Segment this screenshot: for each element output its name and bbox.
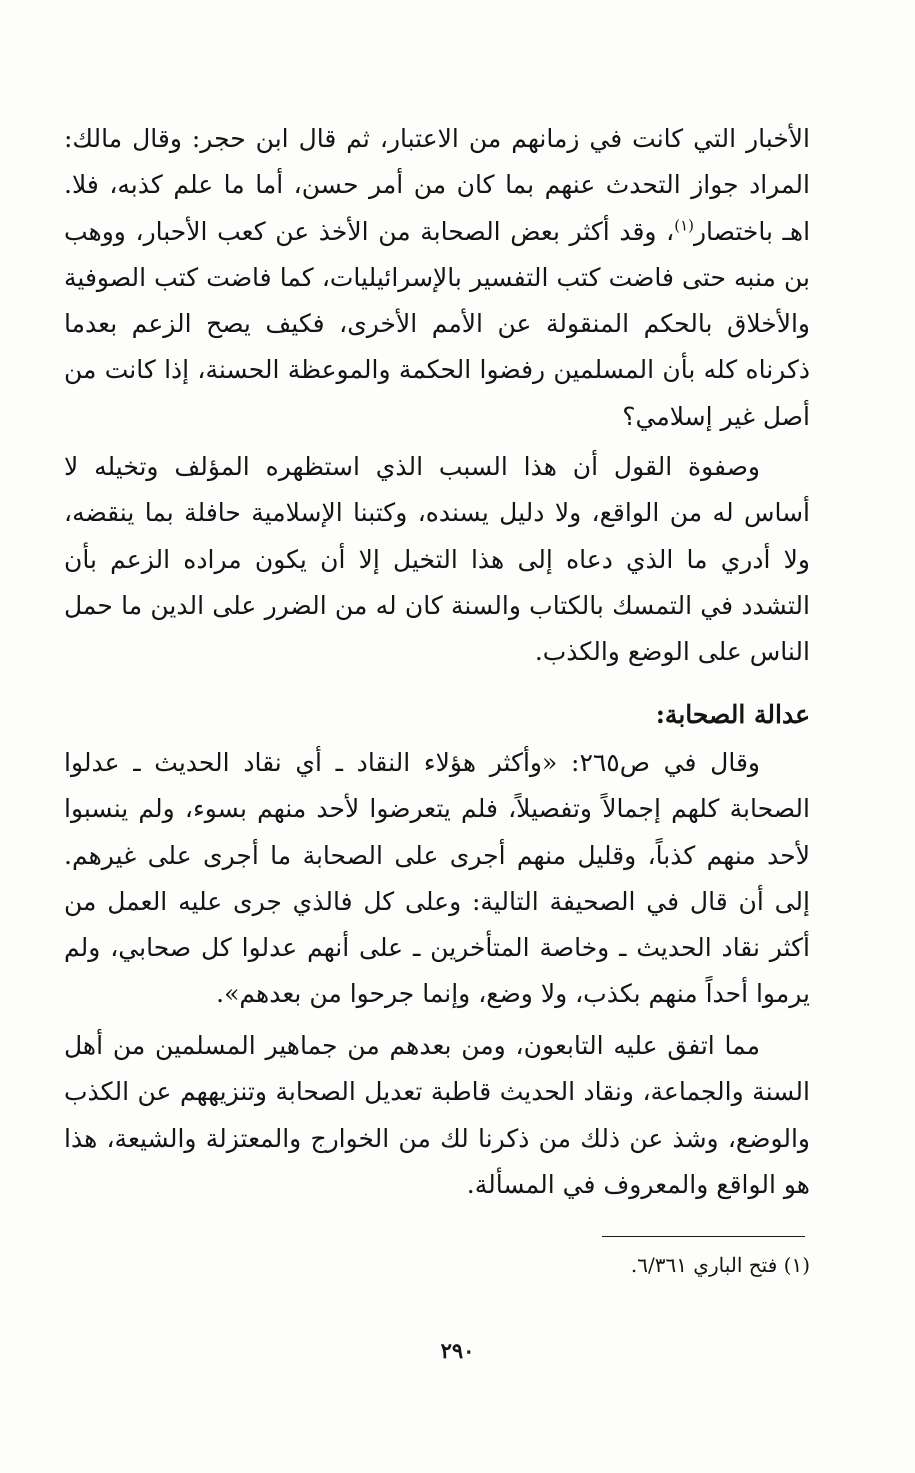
paragraph-4: مما اتفق عليه التابعون، ومن بعدهم من جماهير المسلمين من أهل السنة والجماعة، ونقاد الحديث قاطبة تعديل الصحابة وتنزيههم عن الكذب والوضع، وشذ عن ذلك من ذكرنا لك من الخوارج والمعتزلة والشيعة، هذا هو الواقع والمعروف في المسألة. bbox=[64, 1031, 810, 1199]
paragraph-1-text-b: ، وقد أكثر بعض الصحابة من الأخذ عن كعب الأحبار، ووهب بن منبه حتى فاضت كتب التفسير بالإسرائيليات، كما فاضت كتب الصوفية والأخلاق بالحكم المنقولة عن الأمم الأخرى، فكيف يصح الزعم بعدما ذكرناه كله بأن المسلمين رفضوا الحكمة والموعظة الحسنة، إذا كانت من أصل غير إسلامي؟ bbox=[64, 216, 810, 431]
paragraph-2: وصفوة القول أن هذا السبب الذي استظهره المؤلف وتخيله لا أساس له من الواقع، ولا دليل يسنده، وكتبنا الإسلامية حافلة بما ينقضه، ولا أدري ما الذي دعاه إلى هذا التخيل إلا أن يكون مراده الزعم بأن التشدد في التمسك بالكتاب والسنة كان له من الضرر على الدين ما حمل الناس على الوضع والكذب. bbox=[64, 452, 810, 667]
paragraph-3: وقال في ص٢٦٥: «وأكثر هؤلاء النقاد ـ أي نقاد الحديث ـ عدلوا الصحابة كلهم إجمالاً وتفصيلاً، فلم يتعرضوا لأحد منهم بسوء، ولم ينسبوا لأحد منهم كذباً، وقليل منهم أجرى على الصحابة ما أجرى على غيرهم. إلى أن قال في الصحيفة التالية: وعلى كل فالذي جرى عليه العمل من أكثر نقاد الحديث ـ وخاصة المتأخرين ـ على أنهم عدلوا كل صحابي، ولم يرموا أحداً منهم بكذب، ولا وضع، وإنما جرحوا من بعدهم». bbox=[64, 748, 810, 1009]
footnote-separator bbox=[602, 1236, 805, 1237]
page-number: ٢٩٠ bbox=[440, 1338, 475, 1363]
footnote-1: (١) فتح الباري ٦/٣٦١. bbox=[630, 1253, 810, 1277]
section-heading: عدالة الصحابة: bbox=[655, 700, 810, 729]
paragraph-1-text-a: الأخبار التي كانت في زمانهم من الاعتبار، ثم قال ابن حجر: وقال مالك: المراد جواز التحدث عنهم بما كان من أمر حسن، أما ما علم كذبه، فلا. اهـ باختصار bbox=[64, 124, 811, 246]
footnote-reference-1[interactable]: (١) bbox=[674, 216, 694, 235]
paragraph-1 bbox=[64, 116, 810, 440]
